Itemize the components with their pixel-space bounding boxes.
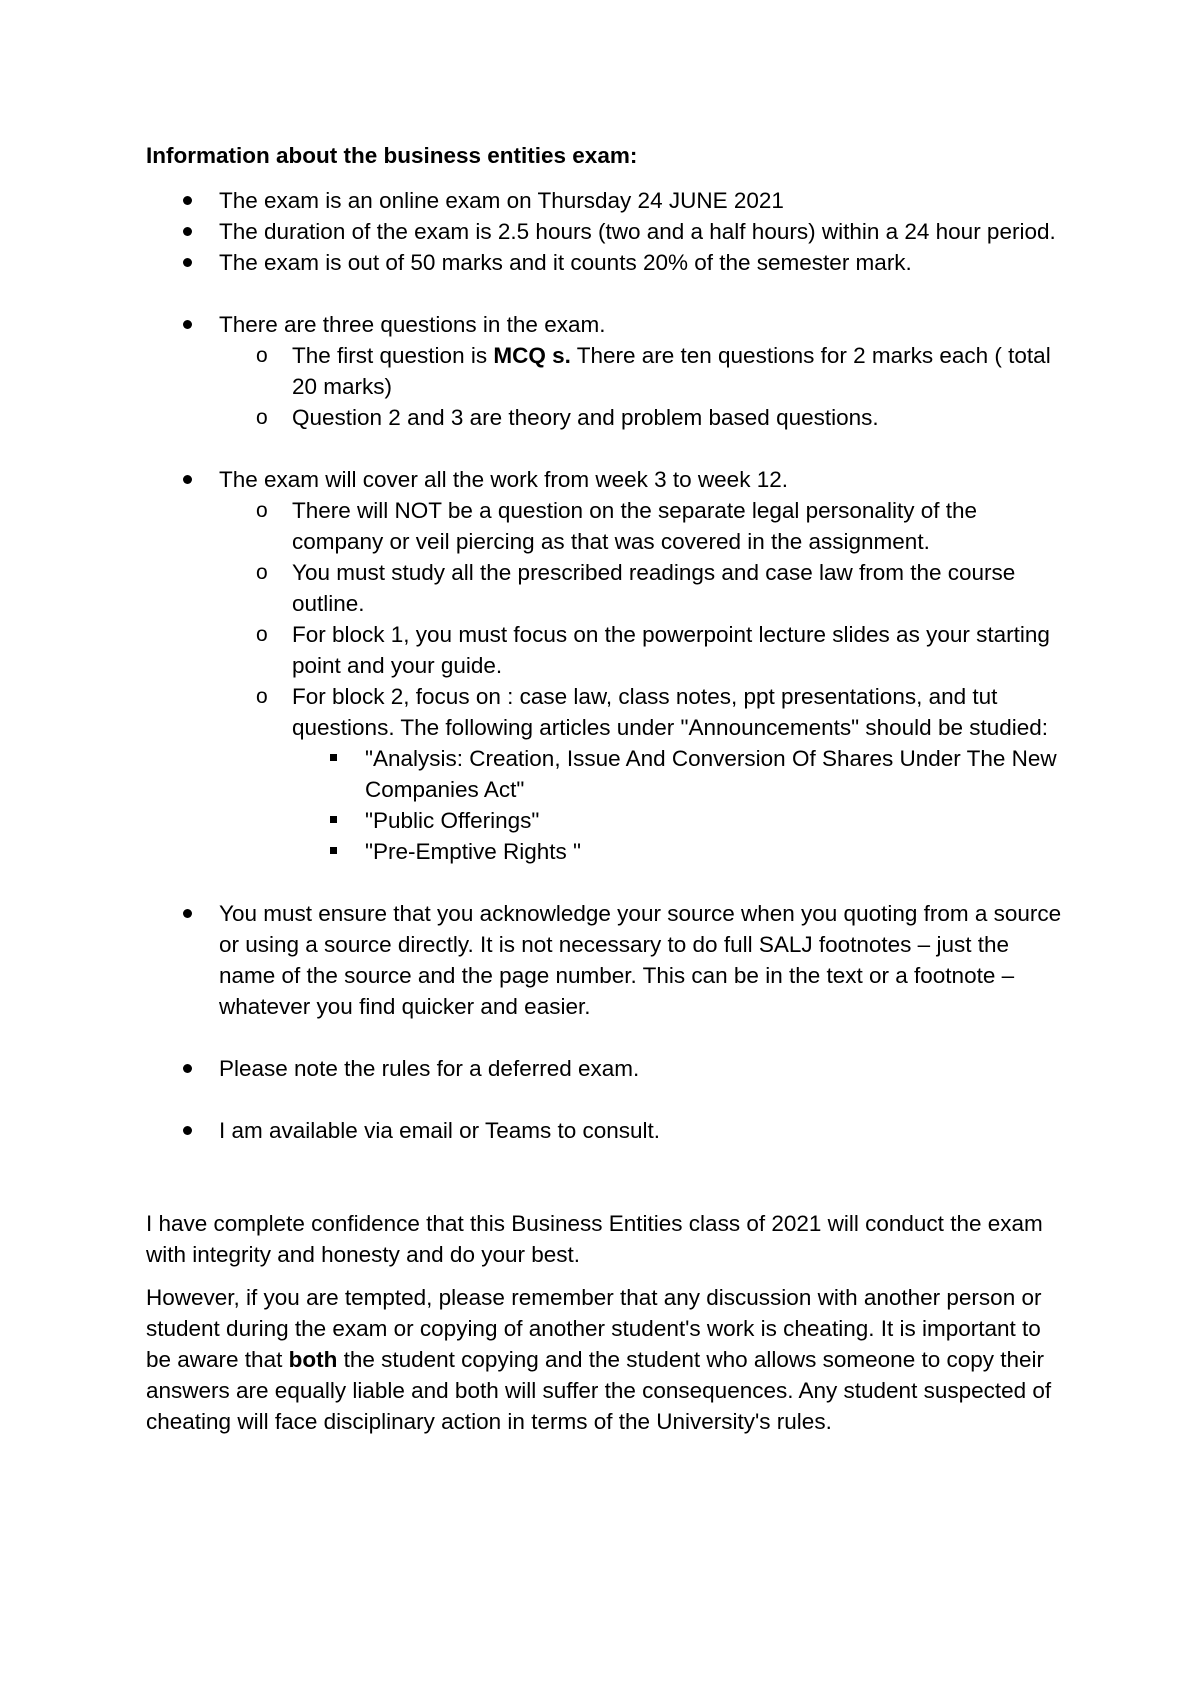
article-list	[292, 743, 1066, 867]
sub-text-pre: The first question is	[292, 343, 494, 368]
sub-item-block2	[219, 681, 1066, 867]
sub-item-mcq	[219, 340, 1066, 402]
sub-list-coverage	[219, 495, 1066, 867]
sub-list-questions	[219, 340, 1066, 433]
bullet-exam-marks	[146, 247, 1066, 278]
sub-text: Question 2 and 3 are theory and problem based questions.	[292, 405, 879, 430]
bullet-deferred-exam	[146, 1053, 1066, 1084]
closing-text-pre: However, if you are tempted, please remember that any discussion with another person or student during the exam or copying of another student's work is cheating. It is important to be aware that	[146, 1285, 1042, 1372]
bullet-acknowledge-sources	[146, 898, 1066, 1022]
sub-text: You must study all the prescribed readings and case law from the course outline.	[292, 560, 1016, 616]
bullet-exam-coverage	[146, 464, 1066, 867]
article-item	[292, 743, 1066, 805]
sub-text: For block 1, you must focus on the powerpoint lecture slides as your starting point and your guide.	[292, 622, 1050, 678]
main-bullet-list	[146, 185, 1066, 1146]
bullet-text: The exam is out of 50 marks and it counts 20% of the semester mark.	[219, 250, 912, 275]
sub-item-theory	[219, 402, 1066, 433]
bullet-text: Please note the rules for a deferred exam.	[219, 1056, 640, 1081]
document-page	[146, 140, 1066, 1437]
bullet-exam-date	[146, 185, 1066, 216]
sub-text: There will NOT be a question on the separate legal personality of the company or veil piercing as that was covered in the assignment.	[292, 498, 977, 554]
document-heading: Information about the business entities exam:	[146, 143, 638, 168]
bullet-text: I am available via email or Teams to consult.	[219, 1118, 661, 1143]
sub-text: For block 2, focus on : case law, class notes, ppt presentations, and tut questions. The following articles under "Announcements" should be studied:	[292, 684, 1049, 740]
sub-item-block1	[219, 619, 1066, 681]
bullet-text: The duration of the exam is 2.5 hours (two and a half hours) within a 24 hour period.	[219, 219, 1056, 244]
closing-text-post: the student copying and the student who allows someone to copy their answers are equally liable and both will suffer the consequences. Any student suspected of cheating will face disciplinary action in terms of the University's rules.	[146, 1347, 1052, 1434]
article-item	[292, 836, 1066, 867]
article-text: "Public Offerings"	[365, 808, 540, 833]
closing-text: I have complete confidence that this Business Entities class of 2021 will conduct the exam with integrity and honesty and do your best.	[146, 1211, 1043, 1267]
closing-text-bold: both	[288, 1347, 338, 1372]
article-text: "Pre-Emptive Rights "	[365, 839, 582, 864]
sub-text-bold: MCQ s.	[493, 343, 571, 368]
bullet-text: The exam will cover all the work from week 3 to week 12.	[219, 467, 788, 492]
bullet-text: There are three questions in the exam.	[219, 312, 606, 337]
closing-paragraph-cheating	[146, 1282, 1066, 1437]
sub-item-readings	[219, 557, 1066, 619]
sub-text-post: There are ten questions for 2 marks each ( total 20 marks)	[292, 343, 1051, 399]
article-text: "Analysis: Creation, Issue And Conversion Of Shares Under The New Companies Act"	[365, 746, 1057, 802]
bullet-exam-duration	[146, 216, 1066, 247]
bullet-text: The exam is an online exam on Thursday 24 JUNE 2021	[219, 188, 784, 213]
bullet-text: You must ensure that you acknowledge your source when you quoting from a source or using a source directly. It is not necessary to do full SALJ footnotes – just the name of the source and the page number. This can be in the text or a footnote – whatever you find quicker and easier.	[219, 901, 1062, 1019]
bullet-exam-questions	[146, 309, 1066, 433]
closing-paragraph-confidence	[146, 1208, 1066, 1270]
bullet-consult	[146, 1115, 1066, 1146]
sub-item-no-slp	[219, 495, 1066, 557]
article-item	[292, 805, 1066, 836]
